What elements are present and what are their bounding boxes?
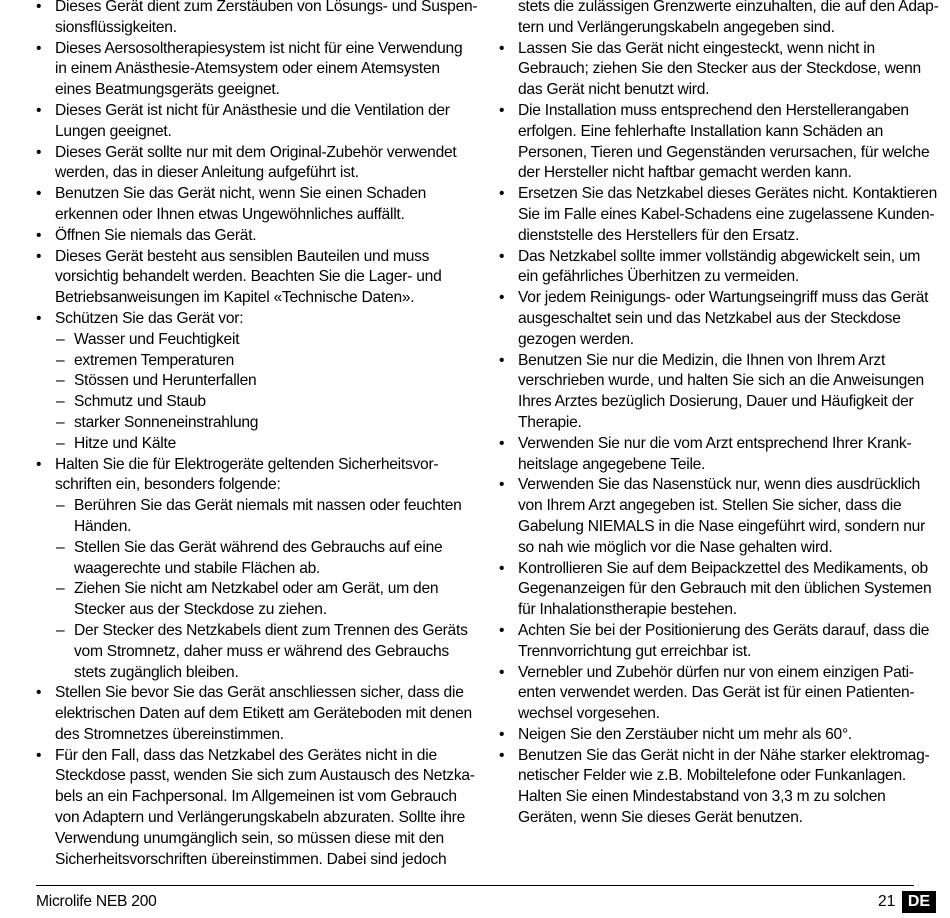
bullet-item bbox=[36, 455, 472, 497]
bullet-item bbox=[499, 288, 939, 350]
text-line: Gabelung NIEMALS in die Nase eingeführt wird, sondern nur bbox=[518, 517, 926, 535]
dash-subitem bbox=[36, 330, 472, 351]
text-line: ausgeschaltet sein und das Netzkabel aus der Steckdose bbox=[518, 309, 901, 327]
bullet-item bbox=[36, 746, 475, 871]
dash-subitem bbox=[36, 434, 472, 455]
text-line: • Schützen Sie das Gerät vor: bbox=[55, 309, 244, 327]
bullet-item bbox=[36, 0, 478, 39]
bullet-item bbox=[499, 746, 939, 829]
dash-subitem bbox=[36, 413, 472, 434]
text-line: – Ziehen Sie nicht am Netzkabel oder am Gerät, um den bbox=[74, 580, 439, 598]
dash-subitem bbox=[36, 371, 472, 392]
dash-subitem bbox=[36, 351, 472, 372]
text-line: • Benutzen Sie das Gerät nicht, wenn Sie einen Schaden bbox=[55, 185, 427, 203]
text-line: – Stössen und Herunterfallen bbox=[74, 372, 257, 390]
bullet-item bbox=[499, 434, 939, 476]
bullet-item bbox=[499, 39, 939, 101]
text-line: netischer Felder wie z.B. Mobiltelefone oder Funkanlagen. bbox=[518, 767, 906, 785]
bullet-item bbox=[36, 683, 472, 745]
text-line: – extremen Temperaturen bbox=[74, 351, 235, 369]
text-line: waagerechte und stabile Flächen ab. bbox=[74, 559, 321, 577]
dash-subitem bbox=[36, 621, 472, 683]
text-line: Gegenanzeigen für den Gebrauch mit den üblichen Systemen bbox=[518, 580, 932, 598]
text-line: • Vor jedem Reinigungs- oder Wartungseingriff muss das Gerät bbox=[518, 289, 929, 307]
bullet-item bbox=[499, 101, 939, 184]
text-line: • Die Installation muss entsprechend den Herstellerangaben bbox=[518, 101, 909, 119]
text-line: • Stellen Sie bevor Sie das Gerät anschliessen sicher, dass die bbox=[55, 684, 464, 702]
text-line: Sicherheitsvorschriften übereinstimmen. Dabei sind jedoch bbox=[55, 850, 447, 868]
text-line: für Inhalationstherapie bestehen. bbox=[518, 601, 737, 619]
text-line: eines Beatmungsgeräts geeignet. bbox=[55, 81, 280, 99]
text-line: Sie im Falle eines Kabel-Schadens eine zugelassene Kunden- bbox=[518, 205, 935, 223]
text-line: – Der Stecker des Netzkabels dient zum Trennen des Geräts bbox=[74, 621, 468, 639]
text-line: heitslage angegebene Teile. bbox=[518, 455, 706, 473]
text-line: – Stellen Sie das Gerät während des Gebrauchs auf eine bbox=[74, 538, 443, 556]
text-line: • Dieses Gerät ist nicht für Anästhesie und die Ventilation der bbox=[55, 101, 450, 119]
text-line: • Achten Sie bei der Positionierung des Geräts darauf, dass die bbox=[518, 621, 930, 639]
text-line: tern und Verlängerungskabeln angegeben sind. bbox=[518, 18, 835, 36]
bullet-item bbox=[499, 475, 939, 558]
text-line: Trennvorrichtung gut erreichbar ist. bbox=[518, 642, 752, 660]
text-line: Halten Sie einen Mindestabstand von 3,3 m zu solchen bbox=[518, 788, 886, 806]
text-line: • Dieses Gerät dient zum Zerstäuben von Lösungs- und Suspen- bbox=[55, 0, 478, 15]
text-line: Stecker aus der Steckdose zu ziehen. bbox=[74, 601, 327, 619]
text-line: • Für den Fall, dass das Netzkabel des Gerätes nicht in die bbox=[55, 746, 437, 764]
text-line: erfolgen. Eine fehlerhafte Installation kann Schäden an bbox=[518, 122, 884, 140]
text-line: Ihres Arztes bezüglich Dosierung, Dauer und Häufigkeit der bbox=[518, 393, 914, 411]
bullet-item bbox=[36, 226, 472, 247]
text-line: gezogen werden. bbox=[518, 330, 634, 348]
text-line: Händen. bbox=[74, 517, 132, 535]
text-line: vorsichtig behandelt werden. Beachten Sie die Lager- und bbox=[55, 268, 442, 286]
text-line: Verwendung unumgänglich sein, so müssen diese mit den bbox=[55, 829, 444, 847]
text-line: • Neigen Sie den Zerstäuber nicht um mehr als 60°. bbox=[518, 725, 853, 743]
text-line: sionsflüssigkeiten. bbox=[55, 18, 177, 36]
text-line: • Benutzen Sie das Gerät nicht in der Nähe starker elektromag- bbox=[518, 746, 930, 764]
footer-page-number: 21 bbox=[878, 893, 896, 910]
dash-subitem bbox=[36, 392, 472, 413]
text-line: werden, das in dieser Anleitung aufgeführt ist. bbox=[55, 164, 359, 182]
continued-text bbox=[499, 0, 939, 39]
text-line: Personen, Tieren und Gegenständen verursachen, für welche bbox=[518, 143, 930, 161]
text-line: erkennen oder Ihnen etwas Ungewöhnliches auffällt. bbox=[55, 205, 405, 223]
bullet-item bbox=[499, 559, 939, 621]
text-line: • Lassen Sie das Gerät nicht eingesteckt, wenn nicht in bbox=[518, 39, 875, 57]
text-line: • Ersetzen Sie das Netzkabel dieses Gerätes nicht. Kontaktieren bbox=[518, 185, 938, 203]
text-line: stets die zulässigen Grenzwerte einzuhalten, die auf den Adap- bbox=[518, 0, 939, 15]
bullet-item bbox=[36, 101, 472, 143]
text-line: • Verwenden Sie das Nasenstück nur, wenn dies ausdrücklich bbox=[518, 476, 921, 494]
text-line: • Vernebler und Zubehör dürfen nur von einem einzigen Pati- bbox=[518, 663, 914, 681]
text-line: enten verwendet werden. Das Gerät ist für einen Patienten- bbox=[518, 684, 915, 702]
text-line: – starker Sonneneinstrahlung bbox=[74, 413, 259, 431]
bullet-item bbox=[36, 309, 472, 330]
text-line: Therapie. bbox=[518, 413, 582, 431]
bullet-item bbox=[499, 351, 939, 434]
footer-product-name: Microlife NEB 200 bbox=[36, 893, 157, 910]
text-line: • Halten Sie die für Elektrogeräte geltenden Sicherheitsvor- bbox=[55, 455, 439, 473]
footer-divider bbox=[36, 885, 914, 886]
text-line: • Benutzen Sie nur die Medizin, die Ihnen von Ihrem Arzt bbox=[518, 351, 886, 369]
bullet-item bbox=[36, 39, 472, 101]
text-line: von Adaptern und Verlängerungskabeln abzuraten. Sollte ihre bbox=[55, 809, 466, 827]
bullet-item bbox=[499, 621, 939, 663]
text-line: des Stromnetzes übereinstimmen. bbox=[55, 725, 284, 743]
text-line: wechsel vorgesehen. bbox=[518, 705, 660, 723]
bullet-item bbox=[499, 247, 939, 289]
text-line: • Dieses Gerät besteht aus sensiblen Bauteilen und muss bbox=[55, 247, 430, 265]
text-line: schriften ein, besonders folgende: bbox=[55, 476, 281, 494]
text-line: – Wasser und Feuchtigkeit bbox=[74, 330, 240, 348]
text-line: der Hersteller nicht haftbar gemacht werden kann. bbox=[518, 164, 852, 182]
text-line: – Schmutz und Staub bbox=[74, 393, 206, 411]
text-line: verschrieben wurde, und halten Sie sich an die Anweisungen bbox=[518, 372, 924, 390]
text-line: ein gefährliches Überhitzen zu vermeiden. bbox=[518, 268, 799, 286]
text-line: vom Stromnetz, daher muss er während des Gebrauchs bbox=[74, 642, 449, 660]
text-line: – Berühren Sie das Gerät niemals mit nassen oder feuchten bbox=[74, 497, 462, 515]
text-line: Gebrauch; ziehen Sie den Stecker aus der Steckdose, wenn bbox=[518, 60, 921, 78]
dash-subitem bbox=[36, 538, 472, 580]
text-line: • Öffnen Sie niemals das Gerät. bbox=[55, 226, 257, 244]
language-badge: DE bbox=[902, 891, 936, 913]
text-line: Betriebsanweisungen im Kapitel «Technische Daten». bbox=[55, 289, 415, 307]
bullet-item bbox=[36, 247, 472, 309]
text-line: stets zugänglich bleiben. bbox=[74, 663, 239, 681]
text-line: • Dieses Aersosoltherapiesystem ist nicht für eine Verwendung bbox=[55, 39, 463, 57]
text-line: in einem Anästhesie-Atemsystem oder einem Atemsysten bbox=[55, 60, 440, 78]
text-line: • Dieses Gerät sollte nur mit dem Original-Zubehör verwendet bbox=[55, 143, 457, 161]
dash-subitem bbox=[36, 496, 472, 538]
text-line: so nah wie möglich vor die Nase gehalten wird. bbox=[518, 538, 833, 556]
text-line: dienststelle des Herstellers für den Ersatz. bbox=[518, 226, 800, 244]
bullet-item bbox=[499, 184, 939, 246]
text-line: • Kontrollieren Sie auf dem Beipackzettel des Medikaments, ob bbox=[518, 559, 928, 577]
text-line: • Das Netzkabel sollte immer vollständig abgewickelt sein, um bbox=[518, 247, 921, 265]
text-line: elektrischen Daten auf dem Etikett am Geräteboden mit denen bbox=[55, 705, 472, 723]
text-line: bels an ein Fachpersonal. Im Allgemeinen ist vom Gebrauch bbox=[55, 788, 457, 806]
text-line: – Hitze und Kälte bbox=[74, 434, 177, 452]
text-line: das Gerät nicht benutzt wird. bbox=[518, 81, 710, 99]
left-column bbox=[36, 0, 478, 870]
bullet-item bbox=[499, 725, 939, 746]
bullet-item bbox=[36, 143, 472, 185]
text-line: Lungen geeignet. bbox=[55, 122, 172, 140]
bullet-item bbox=[499, 663, 939, 725]
text-line: Steckdose passt, wenden Sie sich zum Austausch des Netzka- bbox=[55, 767, 475, 785]
dash-subitem bbox=[36, 579, 472, 621]
text-line: von Ihrem Arzt angegeben ist. Stellen Sie sicher, dass die bbox=[518, 497, 902, 515]
text-line: • Verwenden Sie nur die vom Arzt entsprechend Ihrer Krank- bbox=[518, 434, 912, 452]
bullet-item bbox=[36, 184, 472, 226]
right-column bbox=[499, 0, 939, 829]
text-line: Geräten, wenn Sie dieses Gerät benutzen. bbox=[518, 809, 803, 827]
